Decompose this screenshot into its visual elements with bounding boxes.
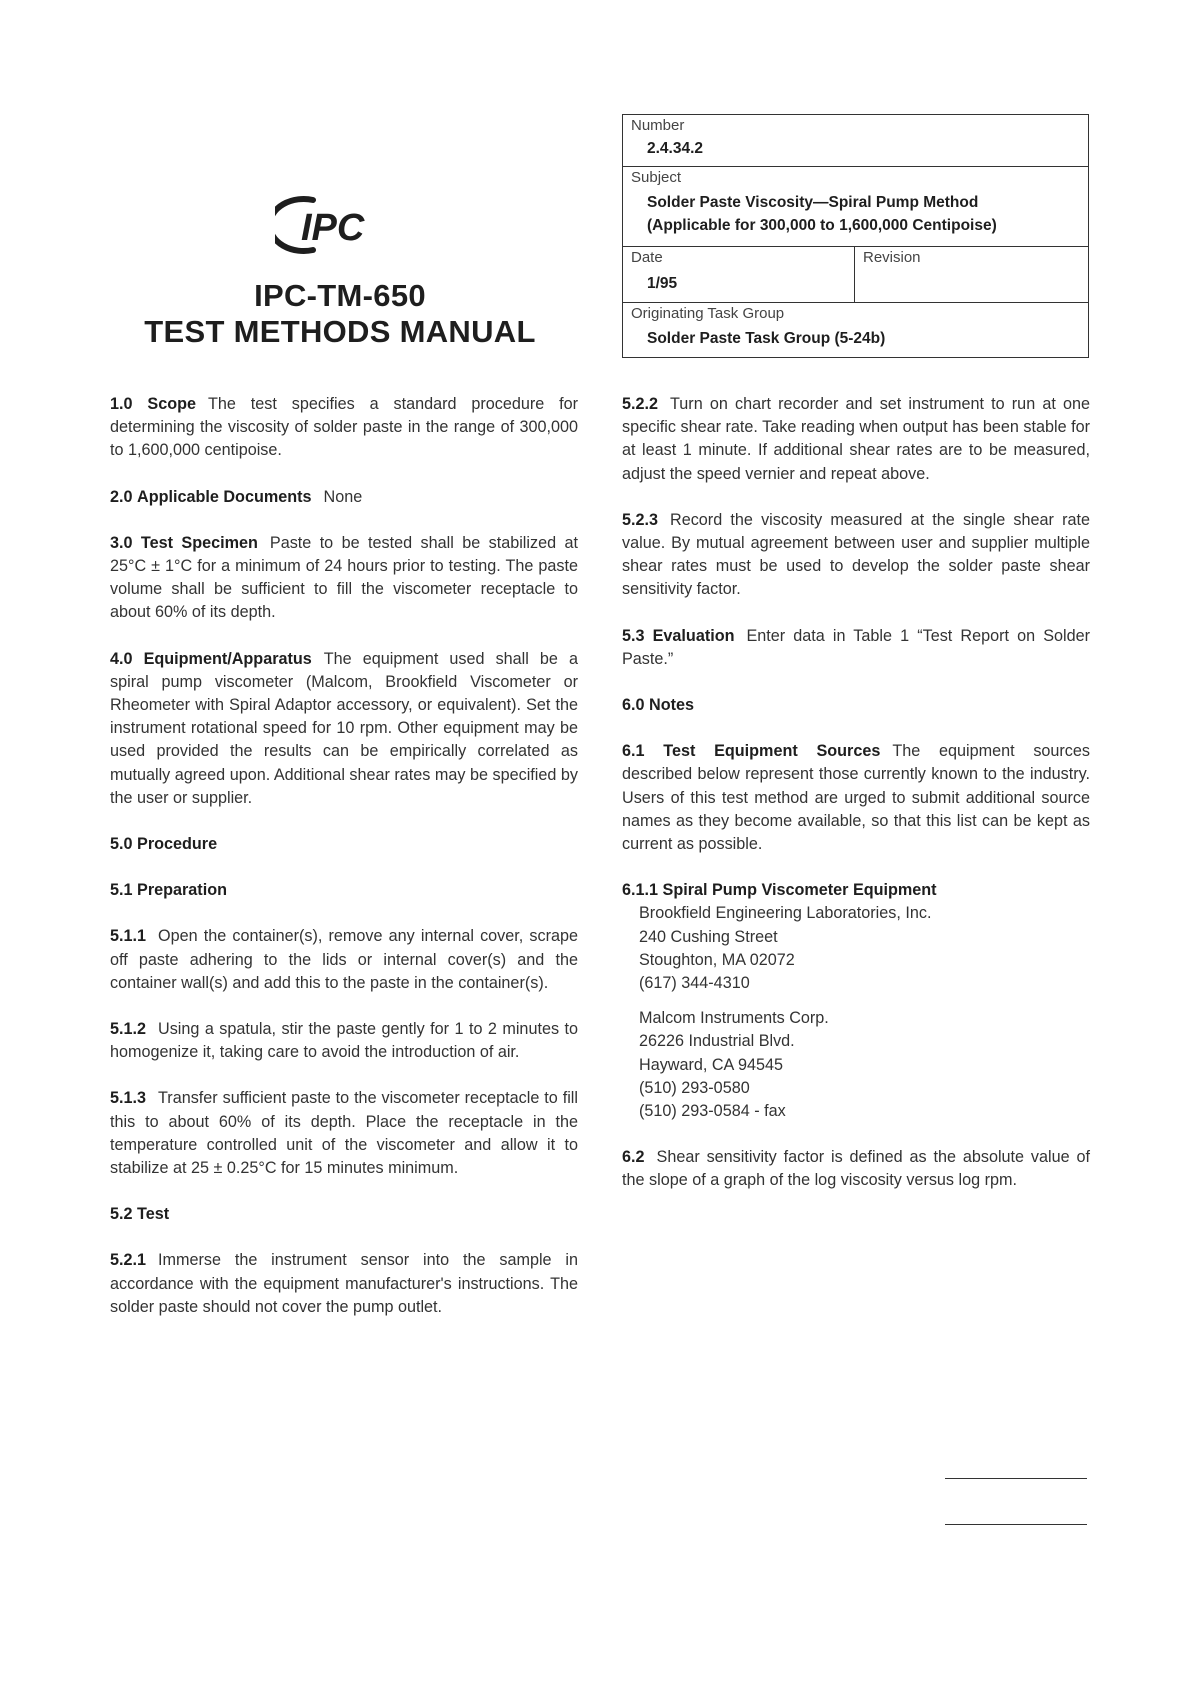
section-scope — [110, 393, 578, 463]
section-text: Turn on chart recorder and set instrument to run at one specific shear rate. Take reading when output has been stable for at least 1 minute. If additional shear rates are to be measured, adjust the speed vernier and repeat above. — [622, 395, 1090, 483]
section-heading: Notes — [649, 696, 694, 715]
subject-row — [623, 167, 1088, 247]
subject-label: Subject — [631, 169, 682, 186]
section-number: 6.1.1 — [622, 881, 659, 900]
section-number: 1.0 — [110, 395, 133, 413]
section-heading: Evaluation — [652, 626, 735, 645]
subject-line-2: (Applicable for 300,000 to 1,600,000 Centipoise) — [647, 217, 997, 234]
section-number: 5.1.3 — [110, 1089, 147, 1108]
footer-rule-2 — [945, 1524, 1087, 1525]
footer-rule-1 — [945, 1478, 1087, 1479]
section-text: None — [323, 487, 363, 506]
supplier-malcom — [639, 1007, 1090, 1123]
section-procedure — [110, 833, 578, 856]
section-text: Shear sensitivity factor is defined as the absolute value of the slope of a graph of the log viscosity versus log rpm. — [622, 1148, 1090, 1190]
section-text: Enter data in Table 1 “Test Report on Solder Paste.” — [622, 626, 1090, 668]
section-5-2-3 — [622, 509, 1090, 602]
supplier-street: 240 Cushing Street — [639, 927, 778, 946]
section-heading: Applicable Documents — [137, 487, 312, 506]
section-text: The test specifies a standard procedure for determining the viscosity of solder paste in the range of 300,000 to 1,600,000 centipoise. — [110, 395, 579, 460]
section-heading: Equipment/Apparatus — [143, 649, 312, 668]
document-date: 1/95 — [647, 275, 678, 292]
section-5-1-3 — [110, 1087, 578, 1180]
section-text: The equipment sources described below represent those currently known to the industry. Users of this test method are urged to submit additional source names as they become available, so that this list can be kept as current as possible. — [622, 742, 1090, 854]
section-text: Open the container(s), remove any internal cover, scrape off paste adhering to the lids or internal cover(s) and the container wall(s) and add this to the paste in the container(s). — [110, 927, 578, 992]
section-number: 5.2.3 — [622, 510, 659, 529]
section-text: Using a spatula, stir the paste gently for 1 to 2 minutes to homogenize it, taking care to avoid the introduction of air. — [110, 1020, 578, 1062]
section-number: 5.1 — [110, 881, 133, 900]
manual-title-line-2: TEST METHODS MANUAL — [144, 314, 536, 349]
supplier-name: Brookfield Engineering Laboratories, Inc. — [639, 904, 932, 923]
subject-line-1: Solder Paste Viscosity—Spiral Pump Method — [647, 194, 979, 211]
section-number: 6.0 — [622, 696, 645, 715]
date-cell — [623, 247, 855, 302]
supplier-fax: (510) 293-0584 - fax — [639, 1102, 786, 1121]
section-heading: Test Specimen — [140, 533, 258, 552]
section-number: 4.0 — [110, 649, 133, 668]
section-equipment — [110, 648, 578, 810]
svg-text:IPC: IPC — [301, 207, 365, 249]
section-test — [110, 1203, 578, 1226]
section-number: 6.1 — [622, 742, 645, 761]
supplier-city: Stoughton, MA 02072 — [639, 950, 795, 969]
section-text: Transfer sufficient paste to the viscometer receptacle to fill this to about 60% of its depth. Place the receptacle in the temperature controlled unit of the viscometer and allow it to stabilize at 25 ± 0.25°C for 15 minutes minimum. — [110, 1089, 578, 1178]
supplier-phone: (617) 344-4310 — [639, 974, 750, 993]
section-6-1-1 — [622, 879, 1090, 902]
supplier-city: Hayward, CA 94545 — [639, 1055, 783, 1074]
section-number: 5.2 — [110, 1205, 133, 1224]
section-number: 5.3 — [622, 626, 645, 645]
section-heading: Procedure — [137, 835, 218, 854]
section-number: 5.2.2 — [622, 395, 659, 413]
task-group-value: Solder Paste Task Group (5-24b) — [647, 330, 886, 347]
task-group-row — [623, 303, 1088, 356]
section-5-1-1 — [110, 925, 578, 995]
section-text: Paste to be tested shall be stabilized at 25°C ± 1°C for a minimum of 24 hours prior to testing. The paste volume shall be sufficient to fill the viscometer receptacle to about 60% of its depth. — [110, 533, 578, 622]
section-number: 5.1.1 — [110, 927, 147, 946]
section-number: 6.2 — [622, 1148, 645, 1167]
number-row — [623, 115, 1088, 167]
supplier-street: 26226 Industrial Blvd. — [639, 1032, 795, 1051]
section-5-2-2 — [622, 393, 1090, 486]
section-number: 3.0 — [110, 533, 133, 552]
section-number: 5.1.2 — [110, 1020, 147, 1039]
document-info-box — [622, 114, 1089, 358]
section-heading: Preparation — [137, 881, 227, 900]
section-heading: Spiral Pump Viscometer Equipment — [662, 881, 937, 900]
section-number: 2.0 — [110, 487, 133, 506]
section-heading: Test — [137, 1205, 170, 1224]
section-preparation — [110, 879, 578, 902]
section-test-specimen — [110, 532, 578, 625]
section-text: Record the viscosity measured at the single shear rate value. By mutual agreement between user and supplier multiple shear rates must be used to develop the solder paste shear sensitivity factor. — [622, 510, 1090, 599]
date-label: Date — [631, 249, 663, 266]
revision-label: Revision — [863, 249, 921, 266]
supplier-list — [639, 902, 1090, 1123]
section-evaluation — [622, 625, 1090, 671]
task-group-label: Originating Task Group — [631, 305, 785, 322]
manual-title-line-1: IPC-TM-650 — [254, 278, 426, 313]
ipc-logo — [275, 195, 405, 255]
section-5-2-1 — [110, 1249, 578, 1319]
supplier-brookfield — [639, 902, 1090, 995]
section-6-2 — [622, 1146, 1090, 1192]
section-heading: Scope — [147, 395, 196, 413]
number-label: Number — [631, 117, 685, 134]
section-5-1-2 — [110, 1018, 578, 1064]
manual-title — [110, 278, 570, 350]
section-heading: Test Equipment Sources — [663, 742, 881, 761]
right-column — [622, 393, 1090, 1216]
section-text: The equipment used shall be a spiral pump viscometer (Malcom, Brookfield Viscometer or Rheometer with Spiral Adaptor accessory, or equivalent). Set the instrument rotational speed for 10 rpm. Other equipment may be used provided the results can be empirically correlated as mutually agreed upon. Additional shear rates may be specified by the user or supplier. — [110, 649, 578, 807]
section-notes — [622, 694, 1090, 717]
section-number: 5.0 — [110, 835, 133, 854]
supplier-name: Malcom Instruments Corp. — [639, 1009, 829, 1028]
document-number: 2.4.34.2 — [647, 140, 704, 157]
section-applicable-documents — [110, 486, 578, 509]
left-column — [110, 393, 578, 1319]
date-revision-row — [623, 247, 1088, 303]
section-test-equipment-sources — [622, 740, 1090, 856]
section-text: Immerse the instrument sensor into the sample in accordance with the equipment manufacturer's instructions. The solder paste should not cover the pump outlet. — [110, 1251, 578, 1316]
supplier-phone: (510) 293-0580 — [639, 1078, 750, 1097]
section-number: 5.2.1 — [110, 1251, 147, 1270]
